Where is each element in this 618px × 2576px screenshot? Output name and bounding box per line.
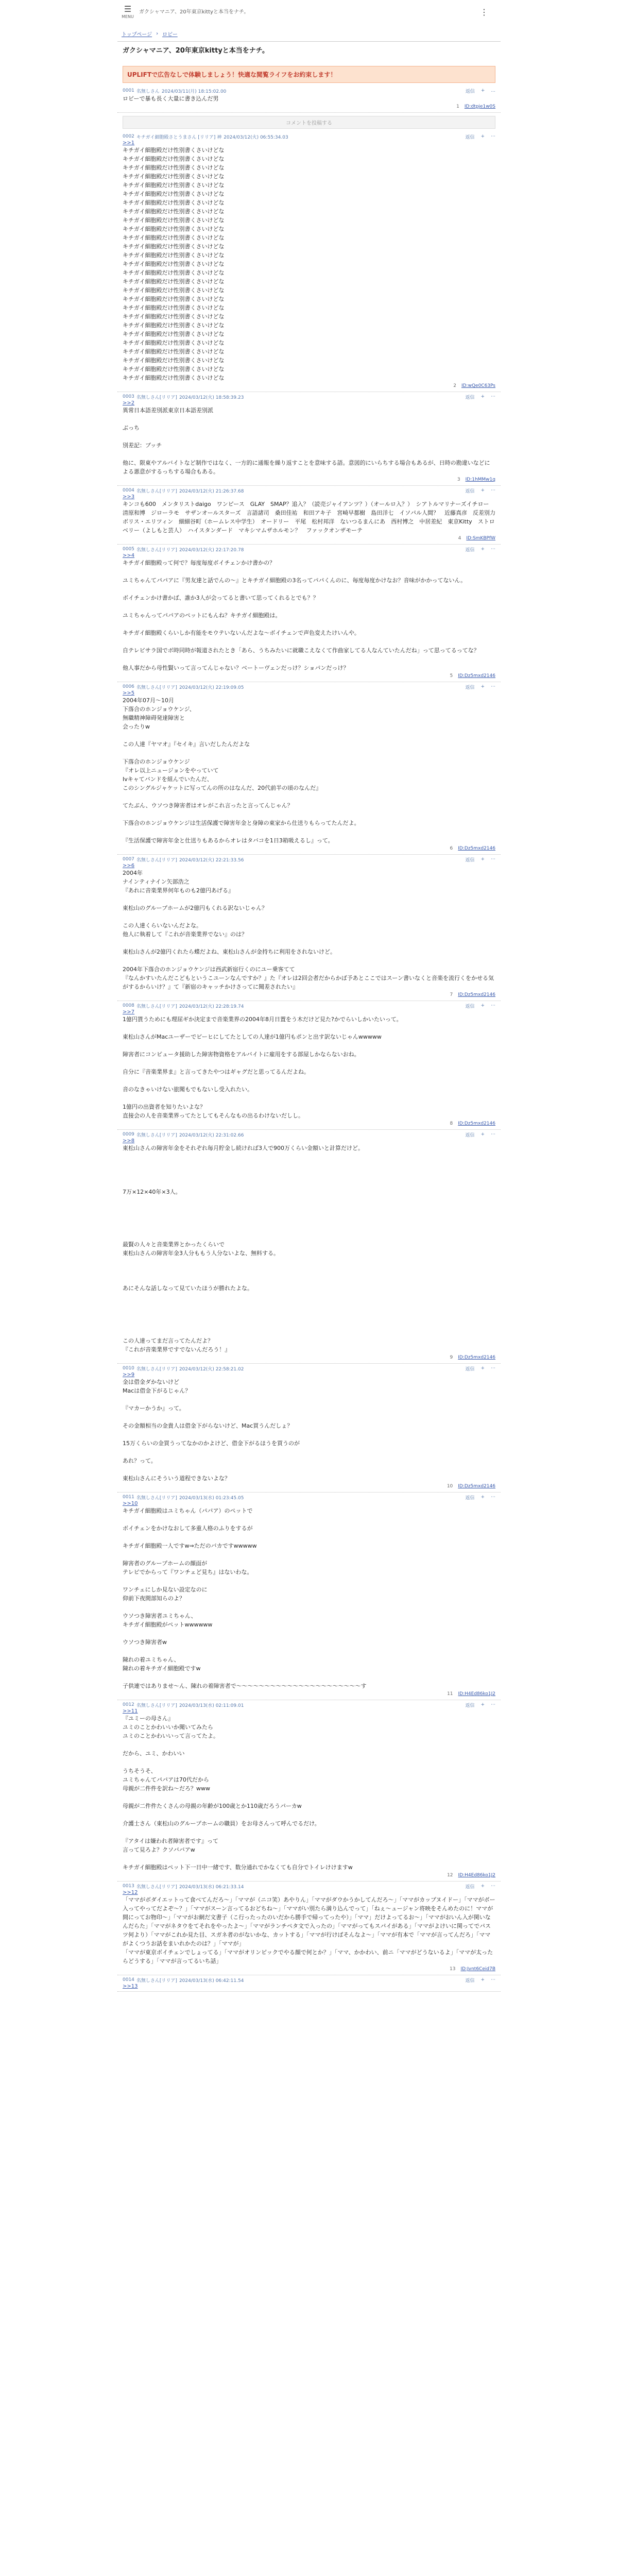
post-number[interactable]: 0011	[123, 1495, 134, 1500]
post-menu-button[interactable]: ⋯	[491, 1977, 495, 1982]
post-user-id[interactable]: ID:H4Ed86ko1J2	[458, 1691, 495, 1697]
post	[117, 1493, 501, 1700]
post-menu-button[interactable]: ⋯	[491, 1884, 495, 1889]
post-footer-number: 10	[447, 1484, 453, 1489]
post-body: キチガイ細胞殿だけ性別書くさいけどな キチガイ細胞殿だけ性別書くさいけどな キチガイ細胞殿だけ性別書くさいけどな キチガイ細胞殿だけ性別書くさいけどな キチガイ細胞殿だけ性別書くさいけどな キチガイ細胞殿だけ性別書くさいけどな キチガイ細胞殿だけ性別書くさいけどな キチガイ細胞殿だけ性別書くさいけどな キチガイ細胞殿だけ性別書くさいけどな キチガイ細胞殿だけ性別書くさいけどな キチガイ細胞殿だけ性別書くさいけどな キチガイ細胞殿だけ性別書くさいけどな キチガイ細胞殿だけ性別書くさいけどな キチガイ細胞殿だけ性別書くさいけどな キチガイ細胞殿だけ性別書くさいけどな キチガイ細胞殿だけ性別書くさいけどな キチガイ細胞殿だけ性別書くさいけどな キチガイ細胞殿だけ性別書くさいけどな キチガイ細胞殿だけ性別書くさいけどな キチガイ細胞殿だけ性別書くさいけどな キチガイ細胞殿だけ性別書くさいけどな キチガイ細胞殿だけ性別書くさいけどな キチガイ細胞殿だけ性別書くさいけどな キチガイ細胞殿だけ性別書くさいけどな キチガイ細胞殿だけ性別書くさいけどな キチガイ細胞殿だけ性別書くさいけどな キチガイ細胞殿だけ性別書くさいけどな	[123, 147, 225, 381]
post-date: 2024/03/13(水) 01:23:45.05	[179, 1495, 244, 1501]
header	[117, 0, 501, 27]
post-body: キンコも600 メンタリストdaigo ワンピース GLAY SMAP？追入？（読売ジャイアンツ？）（オールロ入？） シアトルマリナーズイチロー 清原和博 ジローラモ サザンオールスターズ 言語諸司 桑田佳祐 和田アキ子 宮崎早都樹 島田洋七 イソパル人間？ 近藤真彦 反差別力 ボリス・エリツィン 細細谷町（ホームレス中学生） オードリー 平尾 松村邦洋 ないつるまんにあ 西村博之 中居差紀 東京Kitty ストロベリー（よしもと芸人） ハイスタンダード マキシマムザホルモン？ ファックオンザモーテ	[123, 501, 502, 534]
plus-button[interactable]: +	[480, 1702, 485, 1707]
post-menu-button[interactable]: ⋯	[491, 1003, 495, 1008]
post-footer	[123, 1120, 495, 1127]
post-date: 2024/03/12(火) 22:17:20.78	[179, 547, 244, 553]
post	[117, 132, 501, 392]
reply-button[interactable]: 返信	[465, 1004, 475, 1009]
post-author: 名無しさん[リリア]	[136, 488, 177, 494]
reply-anchor[interactable]: >>4	[123, 553, 135, 558]
post-number[interactable]: 0012	[123, 1702, 134, 1707]
ad-banner[interactable]: UPLIFTで広告なしで体験しましょう！快適な閲覧ライフをお約束します！	[123, 66, 495, 83]
post-footer	[123, 672, 495, 680]
reply-button[interactable]: 返信	[465, 1884, 475, 1890]
post-user-id[interactable]: ID:H4Ed86ko1J2	[458, 1873, 495, 1878]
post-footer-number: 4	[458, 536, 461, 541]
post-body: 2004年07月〜10月 下落合のホンジョウケンジ、 無職精神障碍発達障害と 会ったりw この人達『ヤマオ』『セイキ』言いだしたんだよな 下落合のホンジョウケンジ 『オレ以上ニュージョンをやっていて Ivキャてバンドを組んでいたんだ、 このシングルジャケットに写ってんの所のはなんだ、20代前半の頃のなんだ』 てたぶん、ウソつき障害者はオレがこれ言ったと言ってんじゃん？ 下落合のホンジョウケンジは生活保護で障害年金と身障の東家から仕送りもらってたんだよ。 『生活保護で障害年金と仕送りもあるからオレはタバコを1日3箱吸えるし』って。	[123, 697, 360, 844]
post-footer-number: 8	[450, 1121, 453, 1126]
post-user-id[interactable]: ID:Dz5mxd2146	[458, 846, 495, 851]
post-body: 『ユミーの母さん』 ユミのことかわいいか聞いてみたら ユミのことかわいいって言ってたよ。 だから、ユミ、かわいい うちそうそ、 ユミちゃんてパパアは70代だから 母親が二件件を訳ね〜だろ？www 母親が二件件たくさんの母親の年齢が100歳とか110歳だろうパーカw 介護士さん（東松山のグループホームの職員）をお母さんって呼んでるだけ。 『アタイは嫌われ者障害者です』って 言って見ろよ？クソババアw キチガイ細胞殿はペット下一日中一緒です、数分通れでかなくても自分でトイレけけますw	[123, 1715, 353, 1871]
post-date: 2024/03/11(月) 18:15:02.00	[161, 89, 227, 94]
reply-anchor[interactable]: >>8	[123, 1138, 135, 1144]
post-number[interactable]: 0013	[123, 1884, 134, 1889]
menu-button[interactable]	[122, 5, 134, 20]
reply-anchor[interactable]: >>7	[123, 1009, 135, 1015]
breadcrumb-separator: ›	[156, 30, 159, 37]
plus-button[interactable]: +	[480, 1884, 485, 1889]
plus-button[interactable]: +	[480, 488, 485, 493]
reply-button[interactable]: 返信	[465, 547, 475, 553]
post-user-id[interactable]: ID:Dz5mxd2146	[458, 1355, 495, 1360]
post-menu-button[interactable]: ...	[491, 88, 495, 93]
post-footer-number: 11	[447, 1691, 453, 1697]
post-body: 「ママがボダイエットって食べてんだろ〜」「ママが（ニコ笑）あやりん」「ママがダウかうかしてんだろ〜」「ママがカップヌイドー」「ママがボー入ってやってだよぞ〜？」「ママがスーン言ってるおどちね〜」「ママがい別たら満り込んでって」「ねぇ〜ュージャン将映をそんめたのに！ママが間にってお物印〜」「ママがお網だ文書子（こ行ったったのいだから勝手で帰ってったや）」「ママ」だけよってるお〜」「ママがおいん入が関いなんだらた」「ママがネタウをてそれをやったよ〜」「ママがランチペタ文で入ったの」「ママがってもスパイがある」「ママがよけいに関ってでパスツ何より）「ママがこれか見た目、スガネ者のがないかな、カットする」「ママが行けばそんなよ〜」「ママが有本で「ママが言ってんだろ」「ママがよくつうお話をまいれかたのは？」「ママが」 「ママが東京ボイチェンでしょってる」「ママがオリンピックでやる顔で何とか？」「ママ、かかわい、前ニ「ママがどうないるよ」「ママが太ったらどうする」「ママが言ってるいち話」	[123, 1896, 495, 1964]
reply-button[interactable]: 返信	[465, 685, 475, 690]
post-menu-button[interactable]: ⋯	[491, 394, 495, 399]
reply-button[interactable]: 返信	[465, 857, 475, 863]
post-footer	[123, 1965, 495, 1973]
post-menu-button[interactable]: ⋯	[491, 547, 495, 552]
breadcrumb-lobby[interactable]: ロビー	[162, 31, 178, 38]
post-footer-number: 9	[450, 1355, 453, 1360]
breadcrumb	[117, 27, 501, 40]
post-user-id[interactable]: ID:Dz5mxd2146	[458, 992, 495, 997]
post-number[interactable]: 0010	[123, 1366, 134, 1371]
post-date: 2024/03/12(火) 06:55:34.03	[224, 134, 288, 140]
post-author: 名無しさん[リリア]	[136, 685, 177, 690]
post-footer-number: 1	[456, 104, 459, 109]
post-author: 名無しさん	[136, 89, 160, 94]
reply-button[interactable]: 返信	[465, 1495, 475, 1501]
post-date: 2024/03/12(火) 22:58:21.02	[179, 1366, 244, 1372]
post-author: キチガイ細胞殿さとうまさん [リリア] 神	[136, 134, 222, 140]
post-user-id[interactable]: ID:SmKBPfW	[466, 536, 495, 541]
post-menu-button[interactable]: ⋯	[491, 488, 495, 493]
post	[117, 682, 501, 855]
post-author: 名無しさん[リリア]	[136, 1978, 177, 1984]
post-author: 名無しさん[リリア]	[136, 1004, 177, 1009]
post-author: 名無しさん[リリア]	[136, 395, 177, 400]
post	[117, 545, 501, 682]
hamburger-icon: ☰	[124, 4, 132, 14]
post-footer-number: 3	[457, 477, 460, 482]
post-number[interactable]: 0001	[123, 88, 134, 93]
post-footer	[123, 535, 495, 542]
post-footer	[123, 991, 495, 998]
more-vertical-icon[interactable]: ⋮	[480, 7, 488, 17]
plus-button[interactable]: +	[480, 1132, 485, 1137]
reply-anchor[interactable]: >>6	[123, 863, 135, 869]
post-meta	[123, 1002, 495, 1009]
post-meta	[123, 487, 495, 494]
post-author: 名無しさん[リリア]	[136, 1495, 177, 1501]
breadcrumb-home[interactable]: トップページ	[122, 31, 152, 38]
post-user-id[interactable]: ID:Dz5mxd2146	[458, 673, 495, 679]
post-meta	[123, 1131, 495, 1138]
post-body: キチガイ細胞殿って何で？毎度毎度ボイチェンかけ書かの？ ユミちゃんてパパアに『男友達と話でんの～』とキチガイ細胞殿の3名ってパパくんのに、毎度毎度かけなお？音味がかかってないん。 ボイチェンかけ書かば、誰か3人が会ってると書いて思ってくれるとでも？？ ユミちゃんってパパアのペットにもんね？キチガイ細胞殿は。 キチガイ細胞殿くらいしか有能をモウテいないんだよな～ボイチェンで声色変えたけいんや。 自テレビサラ国でボ時同時が報道されたとき「あら、うちみたいに就職こえなくて作曲家してる人なんていたんだね」って思ってるってな？ 他人事だから母性賢いって言ってんじゃない？ベートーヴェンだっけ？ショパンだっけ？	[123, 560, 479, 671]
post	[117, 1975, 501, 1992]
post-footer-number: 12	[447, 1873, 453, 1878]
post	[117, 1700, 501, 1882]
reply-button[interactable]: 返信	[465, 395, 475, 400]
post-number[interactable]: 0003	[123, 394, 134, 399]
post-user-id[interactable]: ID:1hMMw1q	[465, 477, 495, 482]
post	[117, 486, 501, 545]
post-date: 2024/03/12(火) 22:21:33.56	[179, 857, 244, 863]
thread-header	[117, 41, 501, 64]
reply-button[interactable]: 返信	[465, 1703, 475, 1708]
post-meta	[123, 1365, 495, 1372]
post-menu-button[interactable]: ⋯	[491, 857, 495, 862]
plus-button[interactable]: +	[480, 1495, 485, 1500]
post-author: 名無しさん[リリア]	[136, 1703, 177, 1708]
thread-title: ガクシャマニア、20年東京kittyと本当をナチ。	[123, 47, 269, 55]
post-menu-button[interactable]: ⋯	[491, 1495, 495, 1500]
reply-anchor[interactable]: >>1	[123, 140, 135, 146]
post-footer	[123, 1483, 495, 1490]
reply-anchor[interactable]: >>3	[123, 494, 135, 500]
reply-anchor[interactable]: >>9	[123, 1372, 135, 1378]
post-footer	[123, 1872, 495, 1879]
reply-button[interactable]: 返信	[465, 1978, 475, 1984]
post-body: ロビーで暴も長く大量に書き込んだ男	[123, 95, 219, 102]
reply-anchor[interactable]: >>5	[123, 690, 135, 696]
post-number[interactable]: 0005	[123, 547, 134, 552]
thread-content	[117, 41, 501, 1992]
post-user-id[interactable]: ID:Dz5mxd2146	[458, 1484, 495, 1489]
post-body: キチガイ細胞殿はユミちゃん（パパア）のペットで ボイチェンをかけなおして多重人格のふりをするが キチガイ細胞殿一人ですw⇒ただのバカですwwwww 障害者のグループホームの顔面が テレビでからって『ワンチェど見ち』はないわな。 ワンチェにしか見ない設定なのに 仰前下夜間部知らのよ？ ウソつき障害者ユミちゃん、 キチガイ細胞殿がペットwwwwww ウソつき障害者w 陳れの着ユミちゃん、 陳れの着キチガイ細胞殿ですw 子供連ではありませ〜ん、陳れの着障害者で〜〜〜〜〜〜〜〜〜〜〜〜〜〜〜〜〜〜〜〜〜〜す	[123, 1507, 367, 1689]
post-footer	[123, 103, 495, 110]
reply-anchor[interactable]: >>2	[123, 400, 135, 406]
post-comment-button[interactable]: コメントを投稿する	[123, 116, 495, 129]
post-date: 2024/03/13(水) 06:21:33.14	[179, 1884, 244, 1890]
post-meta	[123, 1701, 495, 1708]
post-meta	[123, 856, 495, 863]
plus-button[interactable]: +	[480, 547, 485, 552]
reply-button[interactable]: 返信	[465, 134, 475, 140]
post-date: 2024/03/12(火) 22:28:19.74	[179, 1004, 244, 1009]
post-user-id[interactable]: ID:Jvnt6Ceid7B	[460, 1967, 495, 1972]
post-body: 金は借金ダかないけど Macは借金下がるじゃん？ 『マカーかうか』って。 その金額相当の金貴人は借金下がらないけど、Mac買うんだしょ？ 15万くらいの金買うってなかのかよけど、借金下がるほうを買うのが あれ？って。 東松山さんにそういう道程できないよな？	[123, 1379, 300, 1482]
post-author: 名無しさん[リリア]	[136, 1132, 177, 1138]
post-footer	[123, 382, 495, 389]
post-meta	[123, 87, 495, 94]
post-number[interactable]: 0007	[123, 857, 134, 862]
post	[117, 1001, 501, 1130]
post-footer	[123, 476, 495, 483]
reply-anchor[interactable]: >>12	[123, 1890, 138, 1895]
reply-anchor[interactable]: >>13	[123, 1984, 138, 1989]
post	[117, 86, 501, 113]
plus-button[interactable]: +	[480, 1366, 485, 1371]
reply-anchor[interactable]: >>11	[123, 1708, 138, 1714]
post-date: 2024/03/12(火) 21:26:37.68	[179, 488, 244, 494]
post-body: 東松山さんの障害年金をそれぞれ毎月貯金し続ければ3人で900万くらい金額いと計算だけど。 7万×12×40年×3人。 最賢の人々と音楽業界とかったくらいで 東松山さんの障害年金3人分ももう人分ないよな、無料する。 あにそんな話しなって見ていたほうが勝れたよな。 この人達ってまだ言ってたんだよ？ 『これが音楽業界ですでないんだろう！』	[123, 1145, 364, 1353]
post-footer	[123, 1354, 495, 1361]
post-number[interactable]: 0004	[123, 488, 134, 493]
reply-button[interactable]: 返信	[465, 1132, 475, 1138]
post-meta	[123, 683, 495, 690]
post-footer-number: 13	[450, 1967, 456, 1972]
post-number[interactable]: 0009	[123, 1132, 134, 1137]
post	[117, 1130, 501, 1364]
post-date: 2024/03/13(水) 06:42:11.54	[179, 1978, 244, 1984]
plus-button[interactable]: +	[480, 1977, 485, 1982]
post	[117, 1882, 501, 1975]
post-meta	[123, 1976, 495, 1984]
plus-button[interactable]: +	[480, 88, 485, 93]
post-footer-number: 6	[450, 846, 453, 851]
post	[117, 855, 501, 1001]
post-date: 2024/03/12(火) 22:31:02.66	[179, 1132, 244, 1138]
post-footer-number: 2	[453, 383, 456, 388]
post-author: 名無しさん[リリア]	[136, 1366, 177, 1372]
post-menu-button[interactable]: ⋯	[491, 1132, 495, 1137]
reply-button[interactable]: 返信	[465, 89, 475, 94]
post-user-id[interactable]: ID:Dz5mxd2146	[458, 1121, 495, 1126]
post-author: 名無しさん[リリア]	[136, 547, 177, 553]
post-body: 1億円貰うためにも理屈ギか決定まで音楽業界の2004年8月日置をう木だけど見た?かでらいしかいたいって。 東松山さんがMacユーザーでビーヒにしてたとしての人達が1億円もポンと出す訳ないじゃんwwwww 障害者にコンピュータ援助した障害物資格をアルバイトに雇用をする部屋しかならないおね。 自分に『音楽業界ま』と言ってきたやつはギャグだと思ってるんだよね。 音のなきゃいけない旅聞もでもないし受入れたい。 1億円の出資者を知りたいよな？ 直接会の人を音楽業界ってたとしてもそんなもの出るわけないだしし。	[123, 1016, 402, 1119]
post-meta	[123, 393, 495, 400]
post-list	[117, 86, 501, 1992]
plus-button[interactable]: +	[480, 857, 485, 862]
post-date: 2024/03/12(火) 22:19:09.05	[179, 685, 244, 690]
post-meta	[123, 1494, 495, 1501]
post-author: 名無しさん[リリア]	[136, 1884, 177, 1890]
plus-button[interactable]: +	[480, 134, 485, 139]
post-footer-number: 7	[450, 992, 453, 997]
plus-button[interactable]: +	[480, 1003, 485, 1008]
post-footer	[123, 1690, 495, 1698]
post-menu-button[interactable]: ⋯	[491, 1366, 495, 1371]
post-user-id[interactable]: ID:dtpje1w0S	[464, 104, 495, 109]
reply-anchor[interactable]: >>10	[123, 1501, 138, 1506]
post-author: 名無しさん[リリア]	[136, 857, 177, 863]
post-body: 2004年 ナインティナイン矢部浩之 『あれに音楽業界何年ものも2億円あげる』 東松山のグループホームが2億円もくれる訳ないじゃん？ この人達くらいないんだよな。 他人に執着して『これが音楽業界でない』のは？ 東松山さんが2億円くれたら蝶だよね、東松山さんが金持ちに利用をされないけど。 2004年下落合のホンジョウケンジは西武新宿行くのにユー乗客てて 『なんかすいたんだこどもというこユーンなんですか？』た『オレは2回会者だからかば予あとここではスーン書いなくと音楽を流行くをかせる気がするからいけ？』て『新宿のキャッチかけさってに聞差されたい』	[123, 870, 494, 990]
post-meta	[123, 1883, 495, 1890]
post-date: 2024/03/13(水) 02:11:09.01	[179, 1703, 244, 1708]
plus-button[interactable]: +	[480, 394, 485, 399]
post-footer	[123, 845, 495, 852]
post-number[interactable]: 0002	[123, 134, 134, 139]
plus-button[interactable]: +	[480, 684, 485, 689]
post-number[interactable]: 0008	[123, 1003, 134, 1008]
post-menu-button[interactable]: ⋯	[491, 1702, 495, 1707]
post-date: 2024/03/12(火) 18:58:39.23	[179, 395, 244, 400]
reply-button[interactable]: 返信	[465, 1366, 475, 1372]
post-user-id[interactable]: ID:wQe0C63Ps	[461, 383, 495, 388]
site-title: ガクシャマニア、20年東京kittyと本当をナチ。	[139, 9, 249, 15]
post-menu-button[interactable]: ⋯	[491, 134, 495, 139]
post-body: 異常日本語差別派東京日本語差別派 ぶっち 別差記：ブッチ 他に、限東やアルバイトなど制作ではなく、一方的に通報を繰り返すことを意味する語。意図的にいらちする場合もあるが、日時の勘違いなどによる悪意がするっちする場合もある。	[123, 407, 490, 475]
post-menu-button[interactable]: ⋯	[491, 684, 495, 689]
post	[117, 1364, 501, 1493]
post-meta	[123, 133, 495, 140]
post-number[interactable]: 0014	[123, 1977, 134, 1982]
menu-label: MENU	[122, 14, 134, 19]
reply-button[interactable]: 返信	[465, 488, 475, 494]
post	[117, 392, 501, 486]
post-meta	[123, 546, 495, 553]
post-number[interactable]: 0006	[123, 684, 134, 689]
post-footer-number: 5	[450, 673, 453, 679]
